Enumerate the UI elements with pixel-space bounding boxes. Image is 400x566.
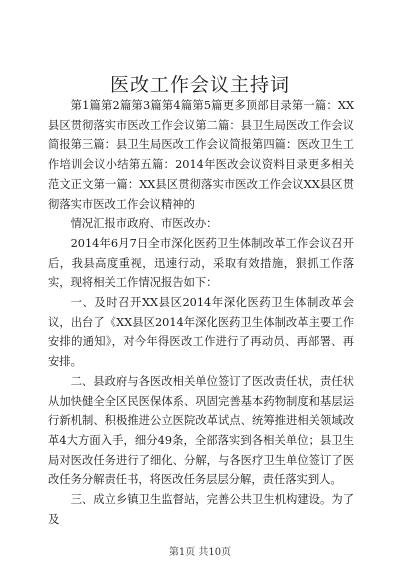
paragraph-item-1: 一、及时召开XX县区2014年深化医药卫生体制改革会议，出台了《XX县区2014年深化医药卫生体制改革主要工作安排的通知》，对今年得医改工作进行了再动员、再部署、再安排。 [48, 296, 354, 369]
paragraph-intro: 2014年6月7日全市深化医药卫生体制改革工作会议召开后，我县高度重视，迅速行动，采取有效措施，狠抓工作落实，现将相关工作情况报告如下： [48, 236, 354, 290]
paragraph-salutation: 情况汇报市政府、市医改办： [70, 217, 218, 231]
page-footer: 第1页 共10页 [168, 547, 232, 558]
paragraph-toc: 第1篇第2篇第3篇第4篇第5篇更多顶部目录第一篇：XX县区贯彻落实市医改工作会议第二篇：县卫生局医改工作会议简报第三篇：县卫生局医改工作会议简报第四篇：医改卫生工作培训会议小结第五篇：2014年医改会议资料目录更多相关范文正文第一篇：XX县区贯彻落实市医改工作会议XX县区贯彻落实市医改工作会议精神的 [48, 99, 354, 211]
paragraph-item-2: 二、县政府与各医改相关单位签订了医改责任状，责任状从加快健全全区民医保体系、巩固完善基本药物制度和基层运行新机制、积极推进公立医院改革试点、统筹推进相关领域改革4大方面入手，细分49条，全部落实到各相关单位；县卫生局对医改任务进行了细化、分解，与各医疗卫生单位签订了医改任务分解责任书，将医改任务层层分解，责任落实到人。 [48, 374, 354, 487]
paragraph-item-3: 三、成立乡镇卫生监督站，完善公共卫生机构建设。为了及 [48, 493, 354, 526]
document-body [48, 96, 354, 529]
document-title: 医改工作会议主持词 [109, 74, 290, 96]
